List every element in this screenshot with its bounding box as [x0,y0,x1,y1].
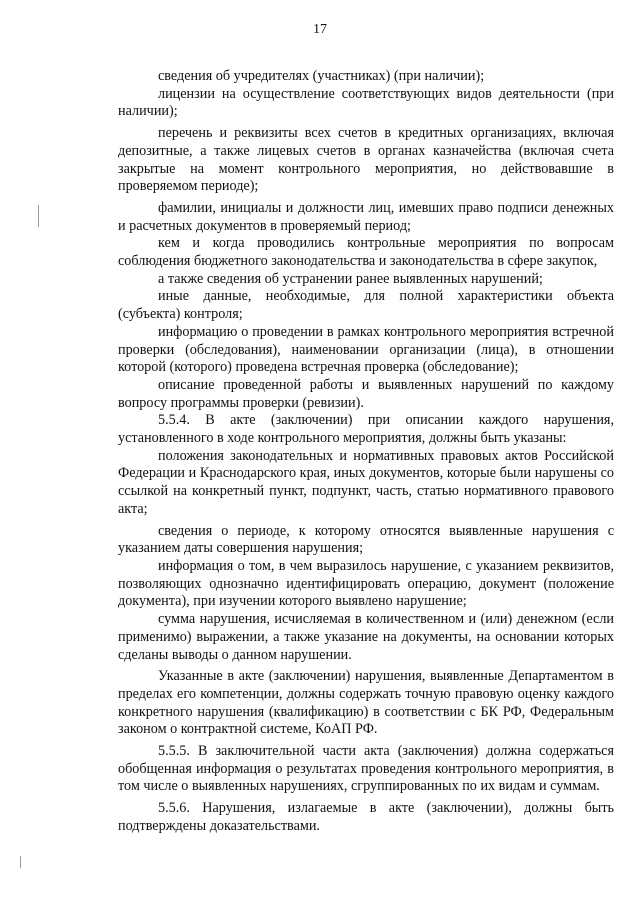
paragraph: кем и когда проводились контрольные мероприятия по вопросам соблюдения бюджетного законодательства и законодательства в сфере закупок, [118,235,614,270]
margin-mark [20,856,21,868]
paragraph: информация о том, в чем выразилось нарушение, с указанием реквизитов, позволяющих однозначно идентифицировать операцию, документ (положение документа), при изучении которого выявлено нарушение; [118,557,614,610]
paragraph: а также сведения об устранении ранее выявленных нарушений; [158,270,543,287]
paragraph: описание проведенной работы и выявленных нарушений по каждому вопросу программы проверки (ревизии). [118,376,614,411]
paragraph: Указанные в акте (заключении) нарушения, выявленные Департаментом в пределах его компетенции, должны содержать точную правовую оценку каждого конкретного нарушения (квалификацию) в соответствии с БК РФ, Федеральным законом о контрактной системе, КоАП РФ. [118,668,614,738]
section-5-5-5: 5.5.5. В заключительной части акта (заключения) должна содержаться обобщенная информация о результатах проведения контрольного мероприятия, в том числе о выявленных нарушениях, сгруппированных по их видам и суммам. [118,743,614,795]
paragraph: лицензии на осуществление соответствующих видов деятельности (при наличии); [118,85,614,120]
paragraph: сведения о периоде, к которому относятся выявленные нарушения с указанием даты совершения нарушения; [118,522,614,557]
margin-mark [38,205,39,227]
page-number: 17 [313,22,327,37]
document-body [118,68,614,836]
paragraph: фамилии, инициалы и должности лиц, имевших право подписи денежных и расчетных документов в проверяемый период; [118,199,614,234]
paragraph: информацию о проведении в рамках контрольного мероприятия встречной проверки (обследования), наименовании организации (лица), в отношении которой (которого) проведена встречная проверка (обследование); [118,323,614,376]
paragraph: сведения об учредителях (участниках) (при наличии); [158,68,485,84]
paragraph: перечень и реквизиты всех счетов в кредитных организациях, включая депозитные, а также лицевых счетов в органах казначейства (включая счета закрытые на момент контрольного мероприятия, но действовавшие в проверяемом периоде); [118,125,614,195]
paragraph: иные данные, необходимые, для полной характеристики объекта (субъекта) контроля; [118,288,614,323]
section-5-5-4: 5.5.4. В акте (заключении) при описании каждого нарушения, установленного в ходе контрольного мероприятия, должны быть указаны: [118,412,614,447]
section-5-5-6: 5.5.6. Нарушения, излагаемые в акте (заключении), должны быть подтверждены доказательствами. [118,800,614,834]
paragraph: положения законодательных и нормативных правовых актов Российской Федерации и Краснодарского края, иных документов, которые были нарушены со ссылкой на конкретный пункт, подпункт, часть, статью нормативного правового акта; [118,447,614,517]
paragraph: сумма нарушения, исчисляемая в количественном и (или) денежном (если применимо) выражении, а также указание на документы, на основании которых сделаны выводы о данном нарушении. [118,611,614,663]
